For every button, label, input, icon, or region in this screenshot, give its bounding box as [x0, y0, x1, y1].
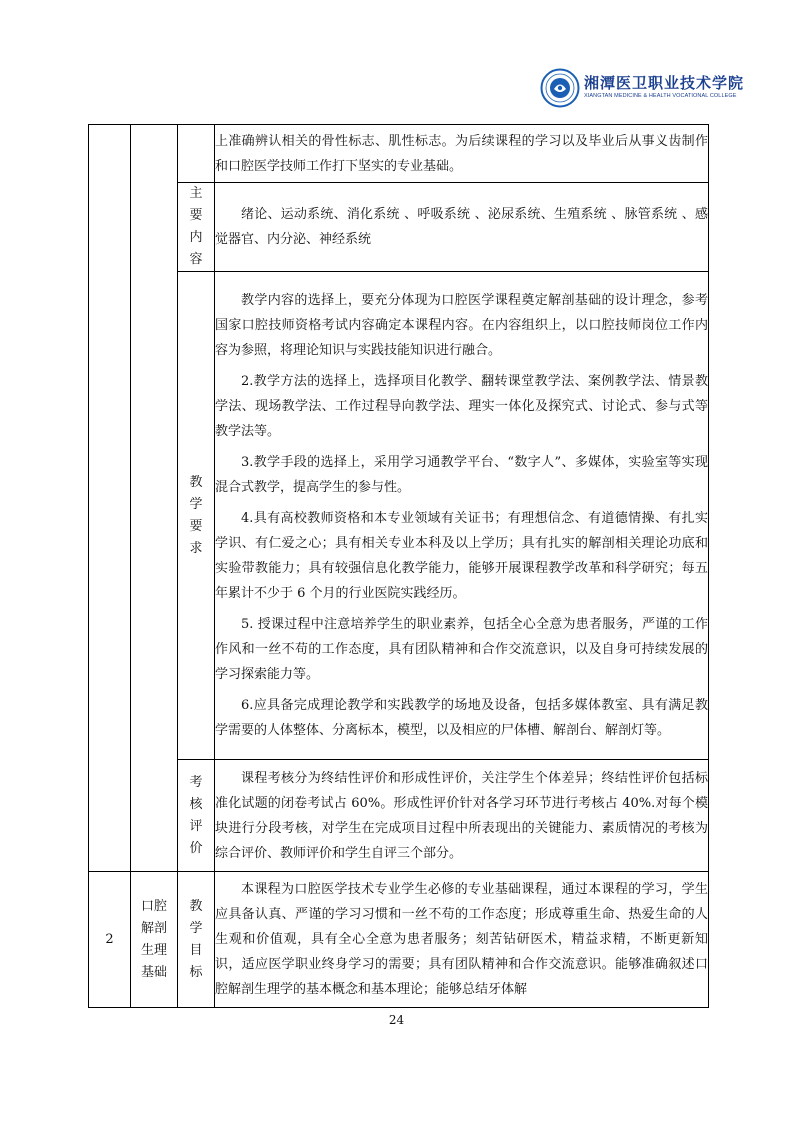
- assessment-label: 考 核 评 价: [178, 760, 215, 872]
- page-number: 24: [388, 1013, 405, 1027]
- table-row: [89, 272, 709, 760]
- objectives-text: 本课程为口腔医学技术专业学生必修的专业基础课程，通过本课程的学习，学生应具备认真、严谨的学习习惯和一丝不苟的工作态度；形成尊重生命、热爱生命的人生观和价值观，具有全心全意为患者服务；刻苦钻研医术，精益求精，不断更新知识，适应医学职业终身学习的需要；具有团队精神和合作交流意识。能够准确叙述口腔解剖生理学的基本概念和基本理论；能够总结牙体解: [215, 872, 709, 1008]
- objectives-label: 教 学 目 标: [178, 872, 215, 1008]
- school-name: 湘潭医卫职业技术学院: [584, 74, 745, 92]
- requirements-label: 教 学 要 求: [178, 272, 215, 760]
- row2-number: 2: [89, 872, 131, 1008]
- assessment-text: 课程考核分为终结性评价和形成性评价，关注学生个体差异；终结性评价包括标准化试题的闭卷考试占 60%。形成性评价针对各学习环节进行考核占 40%.对每个模块进行分段考核，对学生在完成项目过程中所表现出的关键能力、素质情况的考核为综合评价、教师评价和学生自评三个部分。: [215, 760, 709, 872]
- course-table: [88, 124, 709, 1008]
- table-row: [89, 760, 709, 872]
- table-row: [89, 125, 709, 183]
- row1-number-cell: [89, 125, 131, 872]
- school-name-en: XIANGTAN MEDICINE & HEALTH VOCATIONAL COLLEGE: [584, 93, 737, 99]
- main-content-text: 绪论、运动系统、消化系统 、呼吸系统 、泌尿系统、生殖系统 、脉管系统 、感觉器官、内分泌、神经系统: [215, 183, 709, 272]
- school-logo: [540, 68, 745, 110]
- row1-name-cell: [131, 125, 178, 872]
- requirements-text: 教学内容的选择上，要充分体现为口腔医学课程奠定解剖基础的设计理念，参考国家口腔技师资格考试内容确定本课程内容。在内容组织上，以口腔技师岗位工作内容为参照，将理论知识与实践技能知识进行融合。 2.教学方法的选择上，选择项目化教学、翻转课堂教学法、案例教学法、情景教学法、现场教学法、工作过程导向教学法、理实一体化及探究式、讨论式、参与式等教学法等。 3.教学手段的选择上，采用学习通教学平台、“数字人”、多媒体，实验室等实现混合式教学，提高学生的参与性。 4.具有高校教师资格和本专业领域有关证书；有理想信念、有道德情操、有扎实学识、有仁爱之心；具有相关专业本科及以上学历；具有扎实的解剖相关理论功底和实验带教能力；具有较强信息化教学能力，能够开展课程教学改革和科学研究；每五年累计不少于 6 个月的行业医院实践经历。 5. 授课过程中注意培养学生的职业素养，包括全心全意为患者服务，严谨的工作作风和一丝不苟的工作态度，具有团队精神和合作交流意识，以及自身可持续发展的学习探索能力等。 6.应具备完成理论教学和实践教学的场地及设备，包括多媒体教室、具有满足教学需要的人体整体、分离标本，模型，以及相应的尸体槽、解剖台、解剖灯等。: [215, 272, 709, 760]
- table-row: [89, 183, 709, 272]
- table-row: [89, 872, 709, 1008]
- main-content-label: 主 要 内 容: [178, 183, 215, 272]
- continuation-text: 上准确辨认相关的骨性标志、肌性标志。为后续课程的学习以及毕业后从事义齿制作和口腔医学技师工作打下坚实的专业基础。: [215, 125, 709, 183]
- row2-course-name: 口腔 解剖 生理 基础: [131, 872, 178, 1008]
- row1-continuation-label-cell: [178, 125, 215, 183]
- school-seal-icon: [540, 68, 580, 108]
